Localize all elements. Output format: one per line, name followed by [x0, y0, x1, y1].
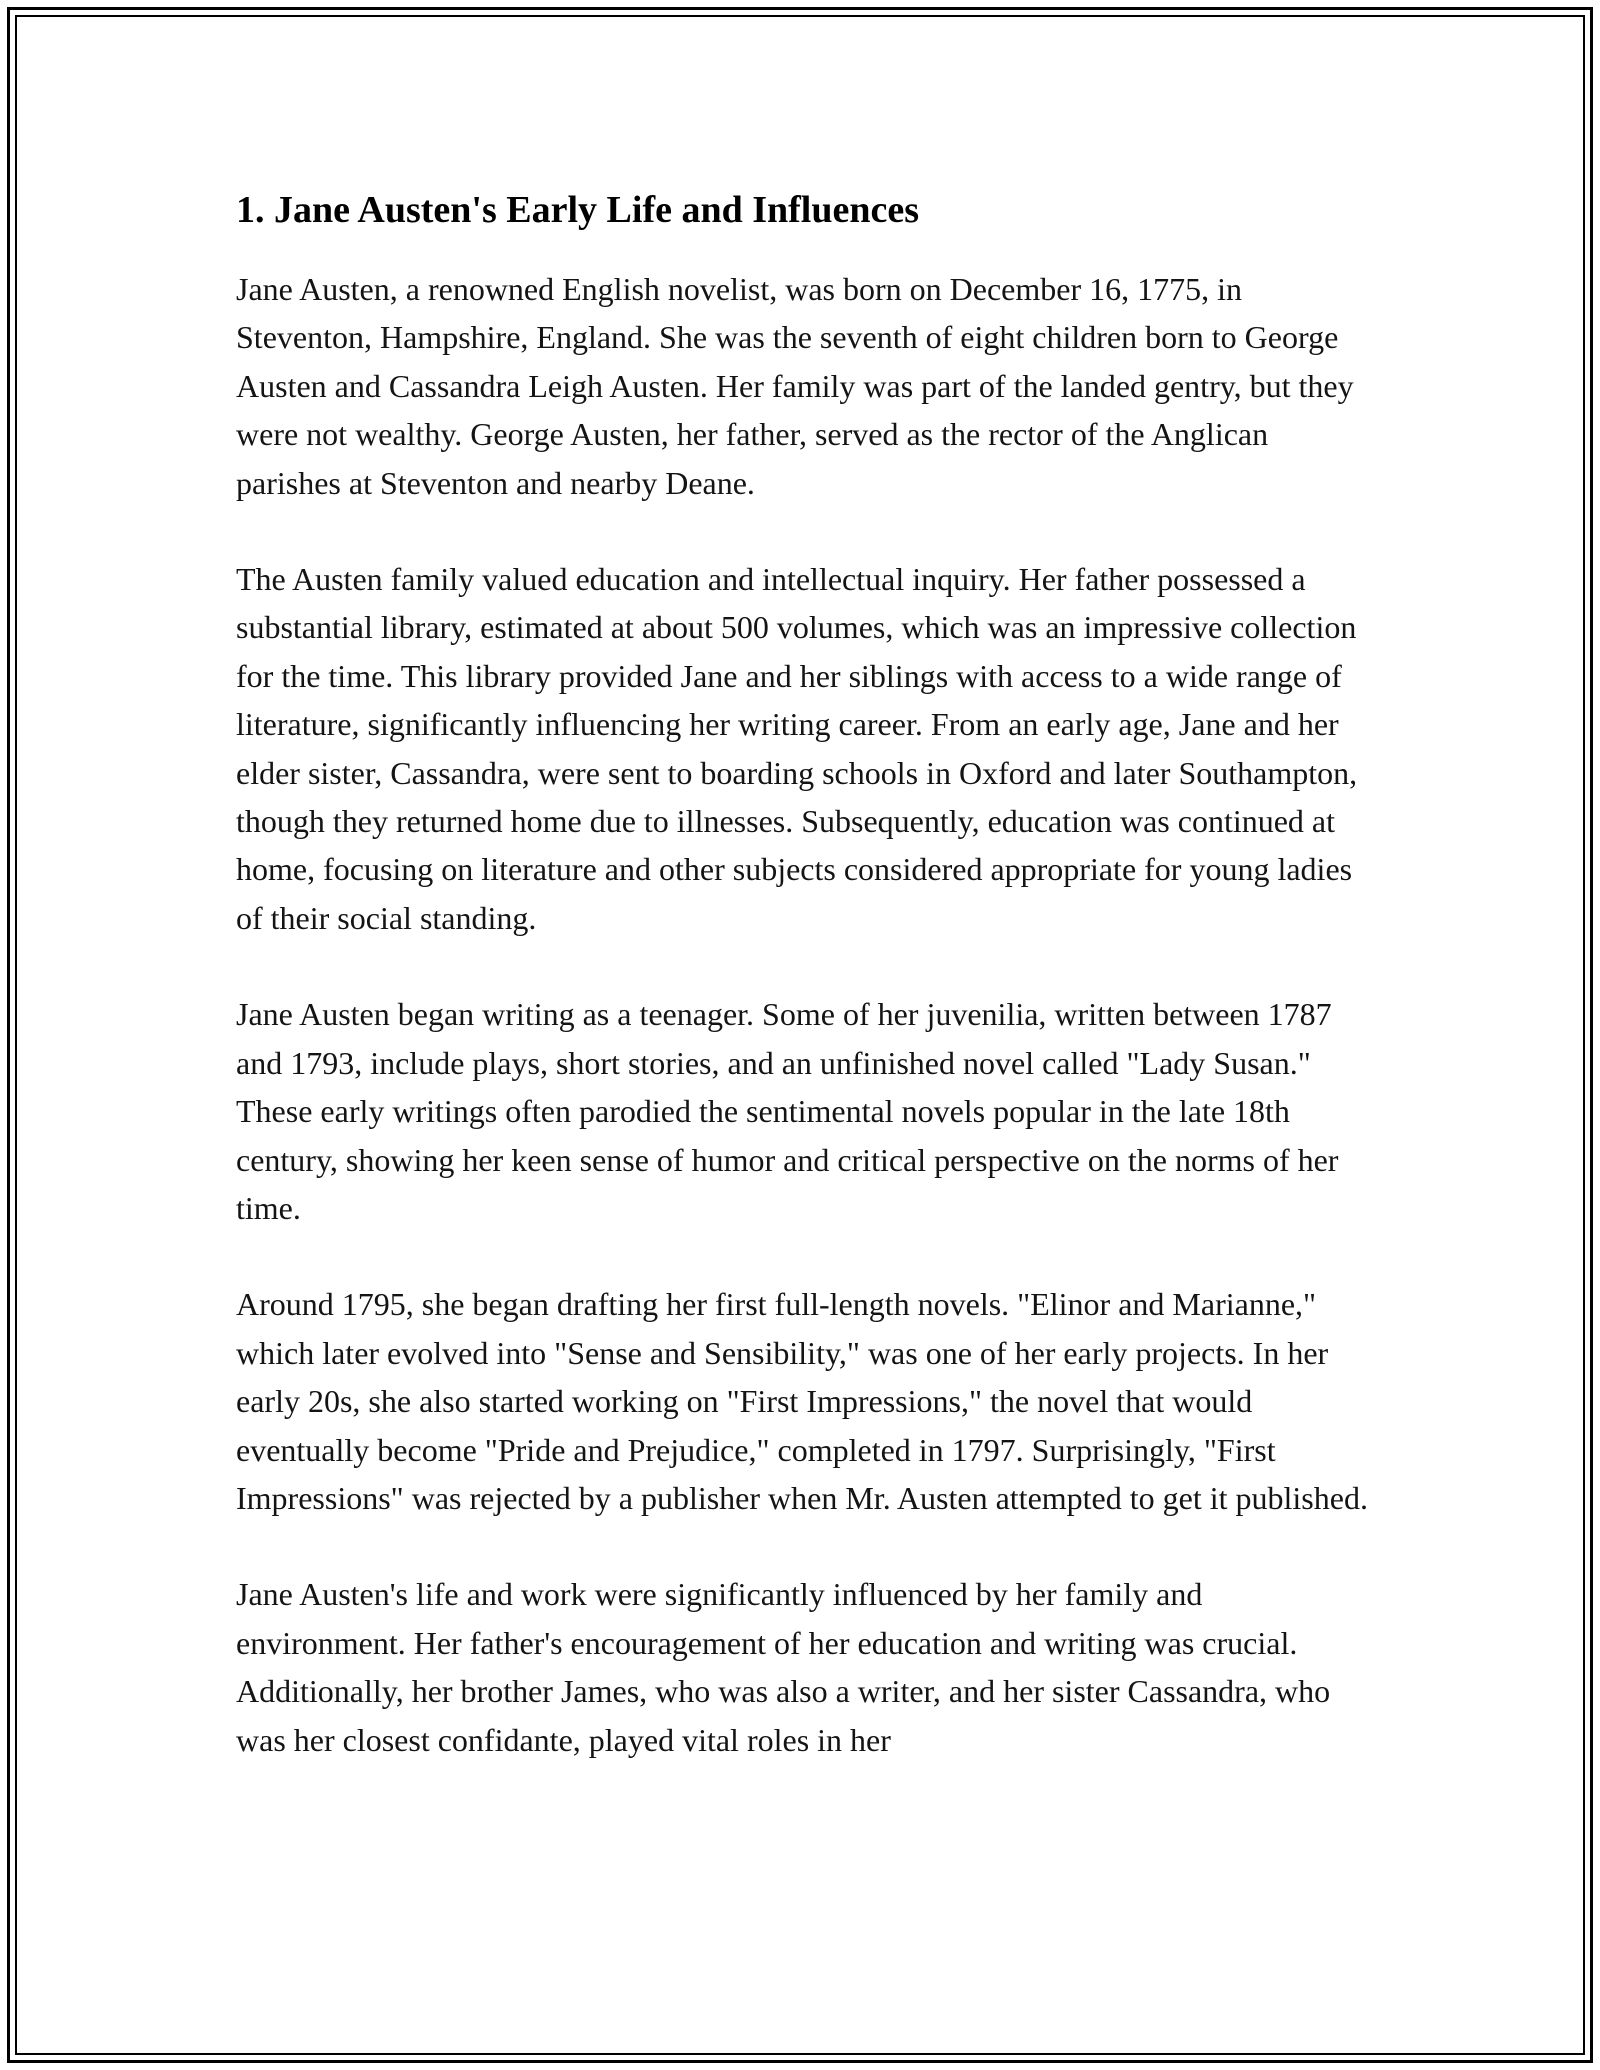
paragraph-early-life: Jane Austen, a renowned English novelist, was born on December 16, 1775, in Steventon, Hampshire, England. She was the seventh of eight children born to George Austen and Cassandra Leigh Austen. Her family was part of the landed gentry, but they were not wealthy. George Austen, her father, served as the rector of the Anglican parishes at Steventon and nearby Deane. — [236, 271, 1354, 501]
document-body — [236, 185, 1376, 1764]
paragraph-juvenilia: Jane Austen began writing as a teenager. Some of her juvenilia, written between 1787 and 1793, include plays, short stories, and an unfinished novel called "Lady Susan." These early writings often parodied the sentimental novels popular in the late 18th century, showing her keen sense of humor and critical perspective on the norms of her time. — [236, 996, 1339, 1226]
paragraph-education: The Austen family valued education and intellectual inquiry. Her father possessed a substantial library, estimated at about 500 volumes, which was an impressive collection for the time. This library provided Jane and her siblings with access to a wide range of literature, significantly influencing her writing career. From an early age, Jane and her elder sister, Cassandra, were sent to boarding schools in Oxford and later Southampton, though they returned home due to illnesses. Subsequently, education was continued at home, focusing on literature and other subjects considered appropriate for young ladies of their social standing. — [236, 561, 1358, 936]
paragraph-influences: Jane Austen's life and work were significantly influenced by her family and environment. Her father's encouragement of her education and writing was crucial. Additionally, her brother James, who was also a writer, and her sister Cassandra, who was her closest confidante, played vital roles in her — [236, 1576, 1331, 1758]
section-heading: 1. Jane Austen's Early Life and Influences — [236, 189, 920, 231]
paragraph-first-novels: Around 1795, she began drafting her first full-length novels. "Elinor and Marianne," which later evolved into "Sense and Sensibility," was one of her early projects. In her early 20s, she also started working on "First Impressions," the novel that would eventually become "Pride and Prejudice," completed in 1797. Surprisingly, "First Impressions" was rejected by a publisher when Mr. Austen attempted to get it published. — [236, 1286, 1368, 1516]
